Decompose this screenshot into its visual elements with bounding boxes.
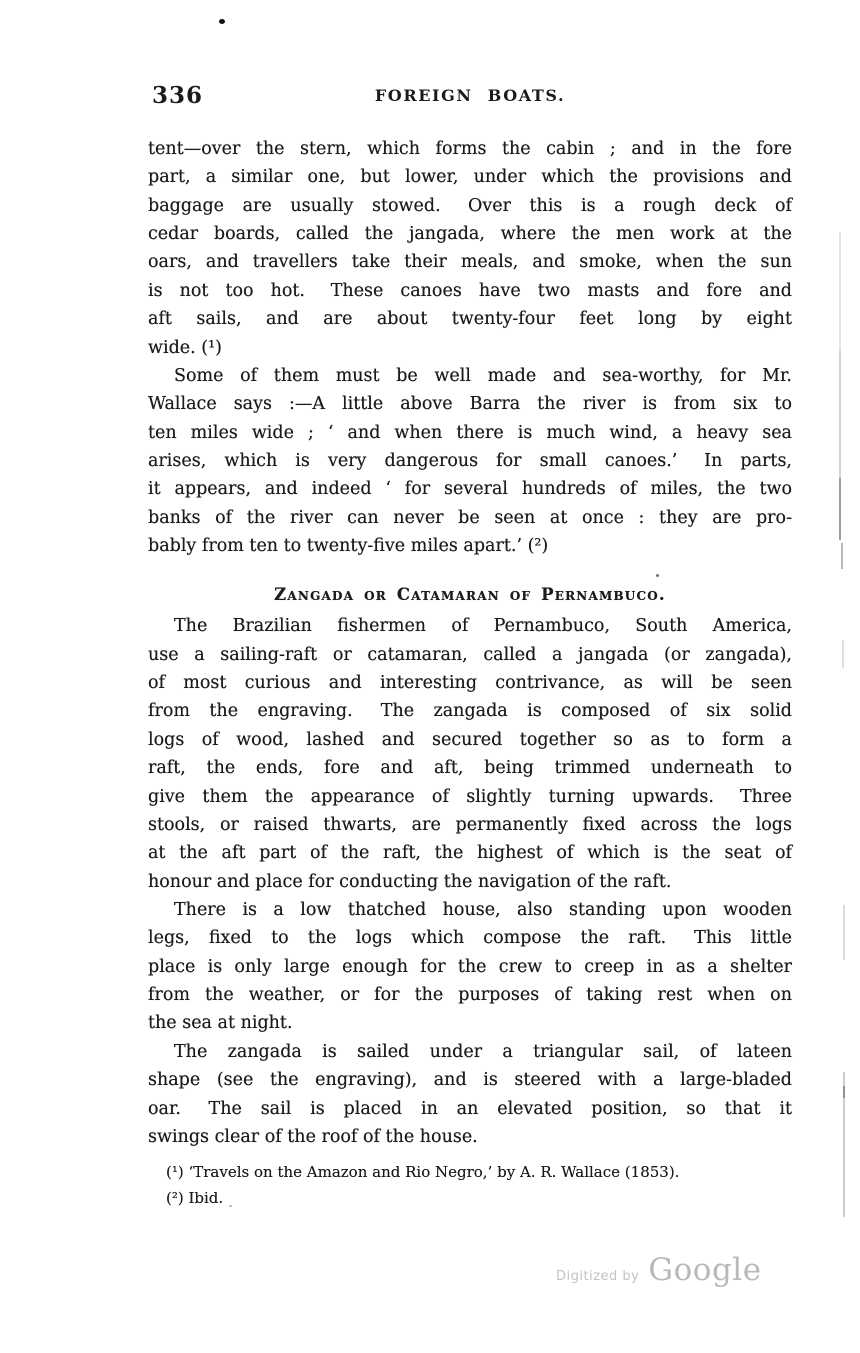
scan-edge-artifact xyxy=(842,640,844,668)
scan-edge-artifact xyxy=(839,232,841,350)
google-watermark xyxy=(556,1252,762,1288)
scan-edge-artifact xyxy=(839,478,841,540)
text-line: swings clear of the roof of the house. xyxy=(148,1126,478,1147)
scan-edge-artifact xyxy=(839,350,841,478)
text-line: tent—over the stern, which forms the cabin ; and in the fore xyxy=(148,139,792,159)
text-line: Some of them must be well made and sea-worthy, for Mr. xyxy=(174,365,792,386)
text-line: banks of the river can never be seen at once : they are pro- xyxy=(148,507,792,528)
section-heading: Zangada or Catamaran of Pernambuco. xyxy=(274,585,666,605)
ink-speck xyxy=(219,19,225,24)
text-line: at the aft part of the raft, the highest of which is the seat of xyxy=(148,843,792,864)
text-line: Wallace says :—A little above Barra the river is from six to xyxy=(148,394,792,415)
text-line: raft, the ends, fore and aft, being trimmed underneath to xyxy=(148,758,792,779)
scan-edge-artifact xyxy=(841,543,843,569)
text-line: baggage are usually stowed. Over this is a rough deck of xyxy=(148,195,792,216)
text-line: stools, or raised thwarts, are permanently fixed across the logs xyxy=(148,814,792,835)
text-line: of most curious and interesting contrivance, as will be seen xyxy=(148,673,792,694)
text-line: aft sails, and are about twenty-four feet long by eight xyxy=(148,309,792,330)
text-line: There is a low thatched house, also standing upon wooden xyxy=(174,899,792,920)
text-line: honour and place for conducting the navigation of the raft. xyxy=(148,871,672,892)
text-line: from the engraving. The zangada is composed of six solid xyxy=(148,701,792,722)
text-line: oar. The sail is placed in an elevated position, so that it xyxy=(148,1098,792,1119)
text-line: is not too hot. These canoes have two masts and fore and xyxy=(148,280,792,301)
text-line: oars, and travellers take their meals, and smoke, when the sun xyxy=(148,252,792,273)
text-line: part, a similar one, but lower, under which the provisions and xyxy=(148,167,792,188)
text-line: logs of wood, lashed and secured together so as to form a xyxy=(148,729,792,750)
text-line: from the weather, or for the purposes of taking rest when on xyxy=(148,985,792,1006)
text-line: The zangada is sailed under a triangular sail, of lateen xyxy=(174,1041,792,1062)
text-line: arises, which is very dangerous for small canoes.’ In parts, xyxy=(148,450,792,471)
text-line: use a sailing-raft or catamaran, called a jangada (or zangada), xyxy=(148,644,792,665)
text-line: bably from ten to twenty-five miles apart.’ (²) xyxy=(148,536,549,557)
text-line: The Brazilian fishermen of Pernambuco, South America, xyxy=(174,616,792,637)
footnotes xyxy=(148,1160,792,1211)
running-head: FOREIGN BOATS. xyxy=(374,86,566,105)
text-line: cedar boards, called the jangada, where the men work at the xyxy=(148,224,792,245)
scan-dot xyxy=(656,574,659,577)
scan-edge-artifact xyxy=(843,905,845,960)
text-line: ten miles wide ; ‘ and when there is much wind, a heavy sea xyxy=(148,422,792,443)
text-line: legs, fixed to the logs which compose the raft. This little xyxy=(148,928,792,949)
google-logo: Google xyxy=(648,1252,762,1288)
page-number: 336 xyxy=(152,82,204,109)
footnote: (²) Ibid. xyxy=(166,1188,224,1207)
footnote: (¹) ‘Travels on the Amazon and Rio Negro,’ by A. R. Wallace (1853). xyxy=(166,1163,680,1181)
text-line: give them the appearance of slightly turning upwards. Three xyxy=(148,786,792,807)
text-line: place is only large enough for the crew to creep in as a shelter xyxy=(148,956,792,977)
text-block xyxy=(148,135,792,1151)
watermark-prefix-label: Digitized by xyxy=(556,1269,640,1284)
scan-edge-artifact xyxy=(843,1086,845,1098)
text-line: wide. (¹) xyxy=(148,337,222,358)
text-line: the sea at night. xyxy=(148,1013,293,1034)
text-line: shape (see the engraving), and is steered with a large-bladed xyxy=(148,1070,792,1091)
text-line: it appears, and indeed ‘ for several hundreds of miles, the two xyxy=(148,479,792,500)
